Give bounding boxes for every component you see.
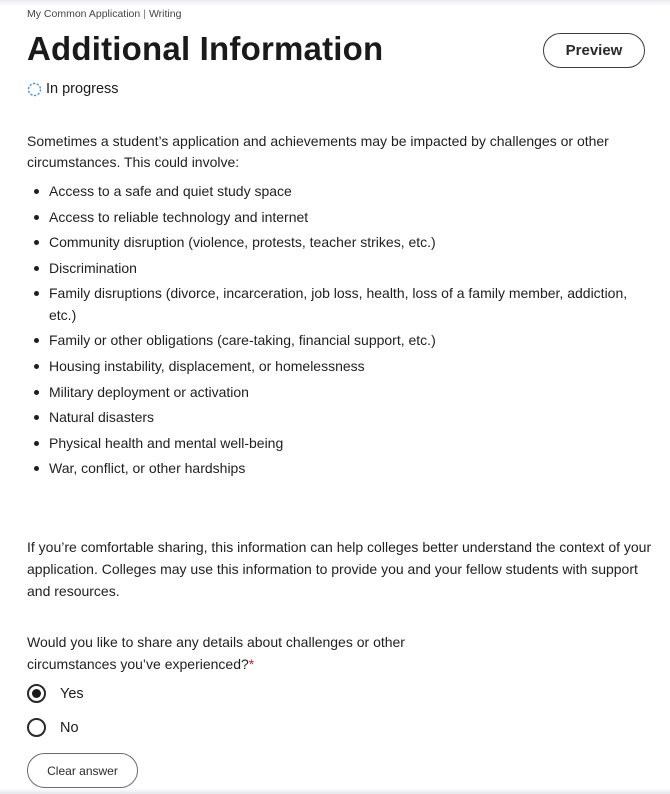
list-item: Family or other obligations (care-taking, financial support, etc.) [27,330,652,351]
bottom-shadow [0,788,670,794]
list-item: Military deployment or activation [27,382,652,403]
list-item: Family disruptions (divorce, incarceration, job loss, health, loss of a family member, addiction, etc.) [27,283,652,326]
context-text: If you’re comfortable sharing, this information can help colleges better understand the context of your application. Colleges may use this information to provide you and your fellow students with support and resources. [27,539,652,599]
list-item: War, conflict, or other hardships [27,458,652,479]
breadcrumb-section[interactable]: My Common Application [27,8,141,20]
top-shadow [0,0,670,6]
option-yes[interactable] [27,684,84,703]
circumstances-list [27,181,652,484]
list-item: Physical health and mental well-being [27,433,652,454]
list-item: Housing instability, displacement, or homelessness [27,356,652,377]
status-indicator [27,81,119,97]
status-label: In progress [46,81,119,97]
list-item: Discrimination [27,258,652,279]
progress-circle-icon [27,82,42,97]
radio-no[interactable] [27,718,46,737]
preview-button[interactable]: Preview [543,33,645,68]
challenges-question [27,631,447,675]
list-item: Natural disasters [27,407,652,428]
required-marker: * [248,656,255,672]
list-item: Community disruption (violence, protests, teacher strikes, etc.) [27,232,652,253]
radio-yes[interactable] [27,684,46,703]
list-item: Access to reliable technology and internet [27,207,652,228]
intro-text: Sometimes a student’s application and achievements may be impacted by challenges or other circumstances. This could involve: [27,133,609,170]
option-no[interactable] [27,718,79,737]
breadcrumb-page: Writing [148,8,182,20]
page-title: Additional Information [27,30,384,67]
clear-answer-button[interactable]: Clear answer [27,753,138,788]
option-no-label: No [60,719,79,736]
breadcrumb-separator: | [143,8,146,20]
question-text: Would you like to share any details about challenges or other circumstances you’ve experienced? [27,634,405,672]
option-yes-label: Yes [60,685,84,702]
list-item: Access to a safe and quiet study space [27,181,652,202]
breadcrumb [27,8,181,20]
